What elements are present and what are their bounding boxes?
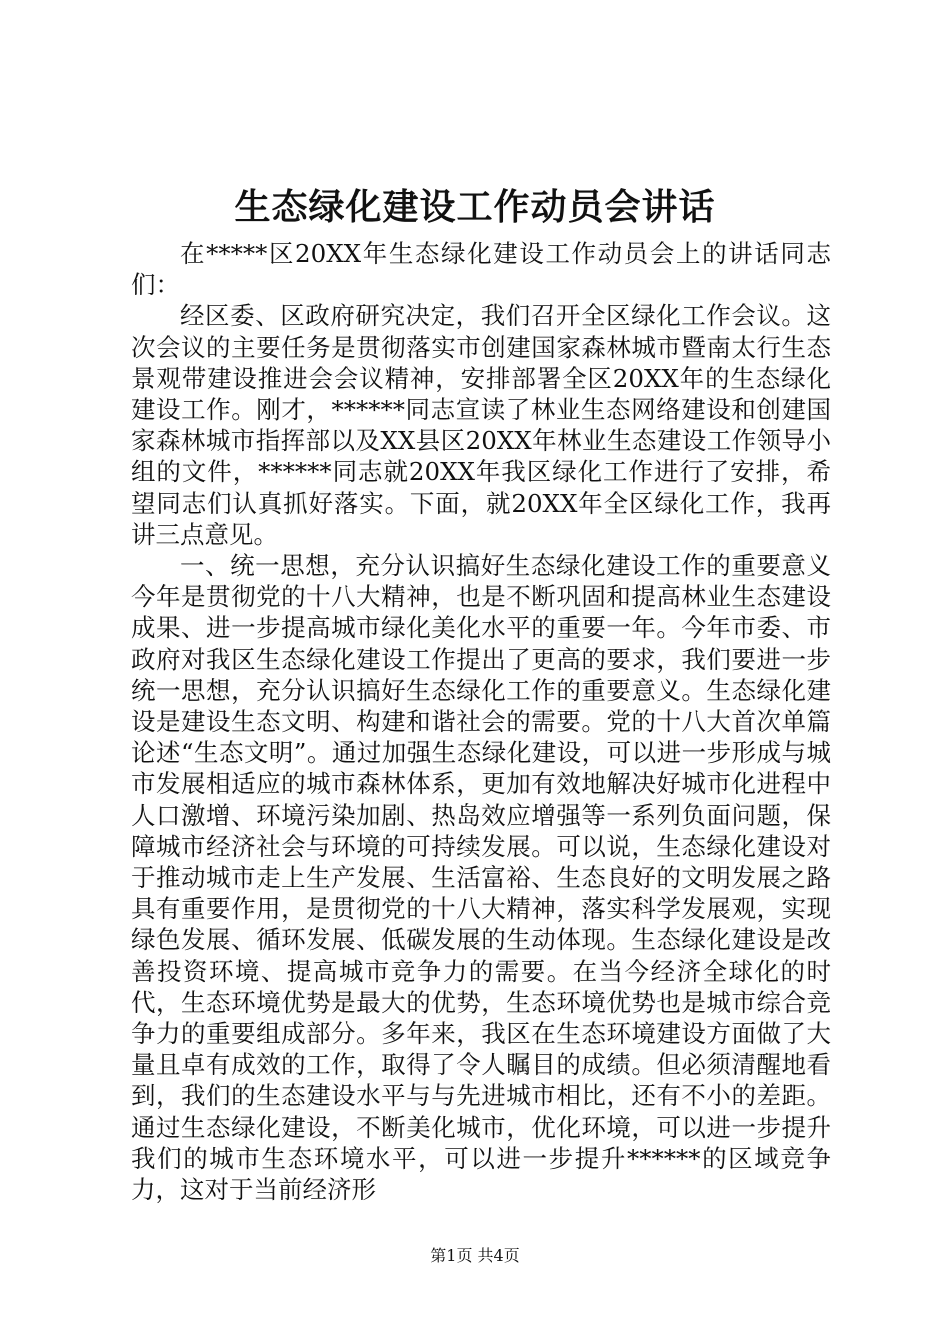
page-number: 第1页 共4页 xyxy=(430,1246,520,1265)
paragraph-salutation: 在*****区20XX年生态绿化建设工作动员会上的讲话同志们： xyxy=(131,239,831,300)
document-title: 生态绿化建设工作动员会讲话 xyxy=(234,187,716,228)
paragraph-section-one: 一、统一思想，充分认识搞好生态绿化建设工作的重要意义今年是贯彻党的十八大精神，也是不断巩固和提高林业生态建设成果、进一步提高城市绿化美化水平的重要一年。今年市委、市政府对我区生态绿化建设工作提出了更高的要求，我们要进一步统一思想，充分认识搞好生态绿化工作的重要意义。生态绿化建设是建设生态文明、构建和谐社会的需要。党的十八大首次单篇论述“生态文明”。通过加强生态绿化建设，可以进一步形成与城市发展相适应的城市森林体系，更加有效地解决好城市化进程中人口激增、环境污染加剧、热岛效应增强等一系列负面问题，保障城市经济社会与环境的可持续发展。可以说，生态绿化建设对于推动城市走上生产发展、生活富裕、生态良好的文明发展之路具有重要作用，是贯彻党的十八大精神，落实科学发展观，实现绿色发展、循环发展、低碳发展的生动体现。生态绿化建设是改善投资环境、提高城市竞争力的需要。在当今经济全球化的时代，生态环境优势是最大的优势，生态环境优势也是城市综合竞争力的重要组成部分。多年来，我区在生态环境建设方面做了大量且卓有成效的工作，取得了令人瞩目的成绩。但必须清醒地看到，我们的生态建设水平与与先进城市相比，还有不小的差距。通过生态绿化建设，不断美化城市，优化环境，可以进一步提升我们的城市生态环境水平，可以进一步提升******的区域竞争力，这对于当前经济形 xyxy=(131,551,831,1205)
paragraph-intro: 经区委、区政府研究决定，我们召开全区绿化工作会议。这次会议的主要任务是贯彻落实市创建国家森林城市暨南太行生态景观带建设推进会会议精神，安排部署全区20XX年的生态绿化建设工作。刚才，******同志宣读了林业生态网络建设和创建国家森林城市指挥部以及XX县区20XX年林业生态建设工作领导小组的文件，******同志就20XX年我区绿化工作进行了安排，希望同志们认真抓好落实。下面，就20XX年全区绿化工作，我再讲三点意见。 xyxy=(131,301,831,549)
document-body xyxy=(131,238,831,1205)
